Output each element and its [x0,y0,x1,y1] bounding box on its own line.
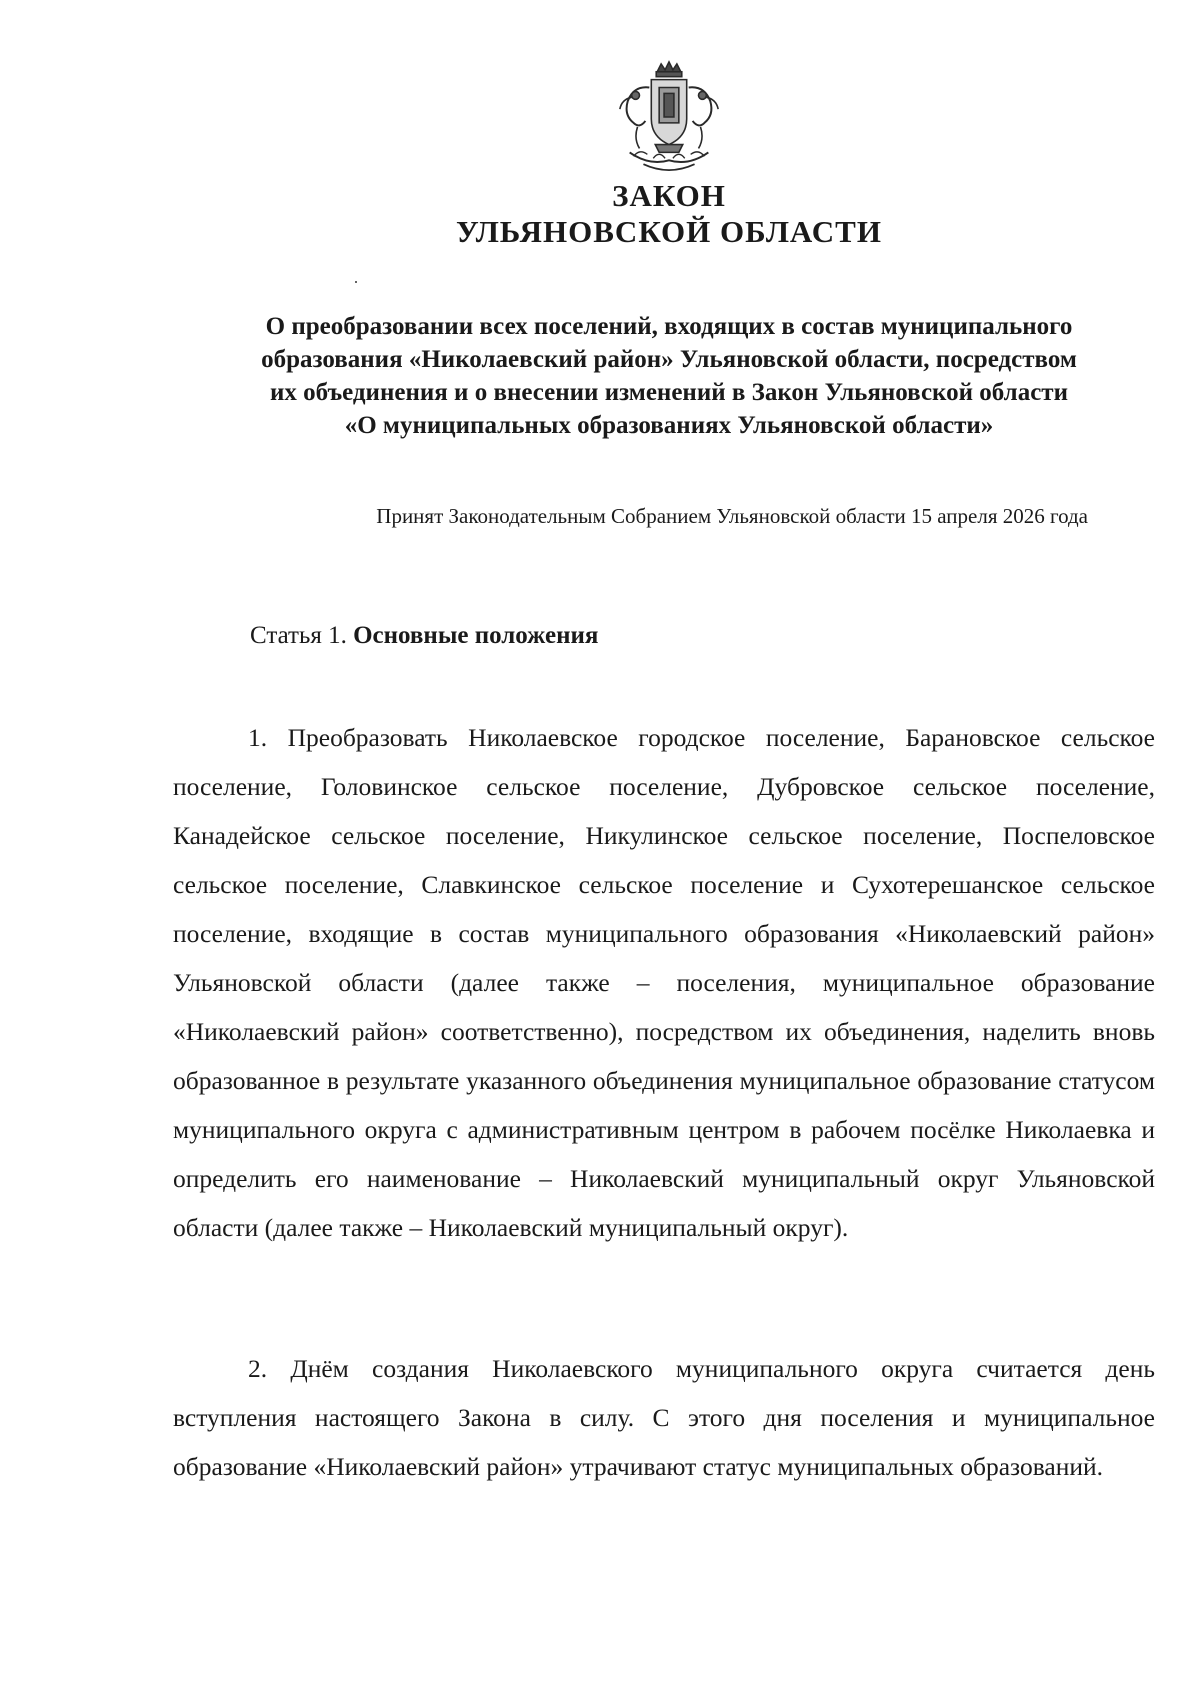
article-number: Статья 1. [250,622,347,649]
law-title-line-2: УЛЬЯНОВСКОЙ ОБЛАСТИ [456,214,882,249]
paragraph-1: 1. Преобразовать Николаевское городское поселение, Барановское сельское поселение, Головинское сельское поселение, Дубровское сельское поселение, Канадейское сельское поселение, Никулинское сельское поселение, Поспеловское сельское поселение, Славкинское сельское поселение и Сухотерешанское сельское поселение, входящие в состав муниципального образования «Николаевский район» Ульяновской области (далее также – поселения, муниципальное образование «Николаевский район» соответственно), посредством их объединения, наделить вновь образованное в результате указанного объединения муниципальное образование статусом муниципального округа с административным центром в рабочем посёлке Николаевка и определить его наименование – Николаевский муниципальный округ Ульяновской области (далее также – Николаевский муниципальный округ). [173,723,1155,1242]
heading-line-1: О преобразовании всех поселений, входящих в состав муниципального [265,313,1073,340]
adoption-note: Принят Законодательным Собранием Ульяновской области 15 апреля 2026 года [376,504,1088,528]
heading-line-3: их объединения и о внесении изменений в Закон Ульяновской области [270,379,1068,406]
article-heading [250,620,598,652]
stray-mark [355,281,357,283]
heading-line-2: образования «Николаевский район» Ульяновской области, посредством [261,346,1077,373]
coat-of-arms-icon [610,58,728,176]
article-name: Основные положения [353,622,599,649]
law-title-line-1: ЗАКОН [612,178,726,213]
document-heading [170,310,1168,442]
heading-line-4: «О муниципальных образованиях Ульяновской области» [344,412,994,439]
paragraph-2: 2. Днём создания Николаевского муниципального округа считается день вступления настоящего Закона в силу. С этого дня поселения и муниципальное образование «Николаевский район» утрачивают статус муниципальных образований. [173,1354,1155,1481]
